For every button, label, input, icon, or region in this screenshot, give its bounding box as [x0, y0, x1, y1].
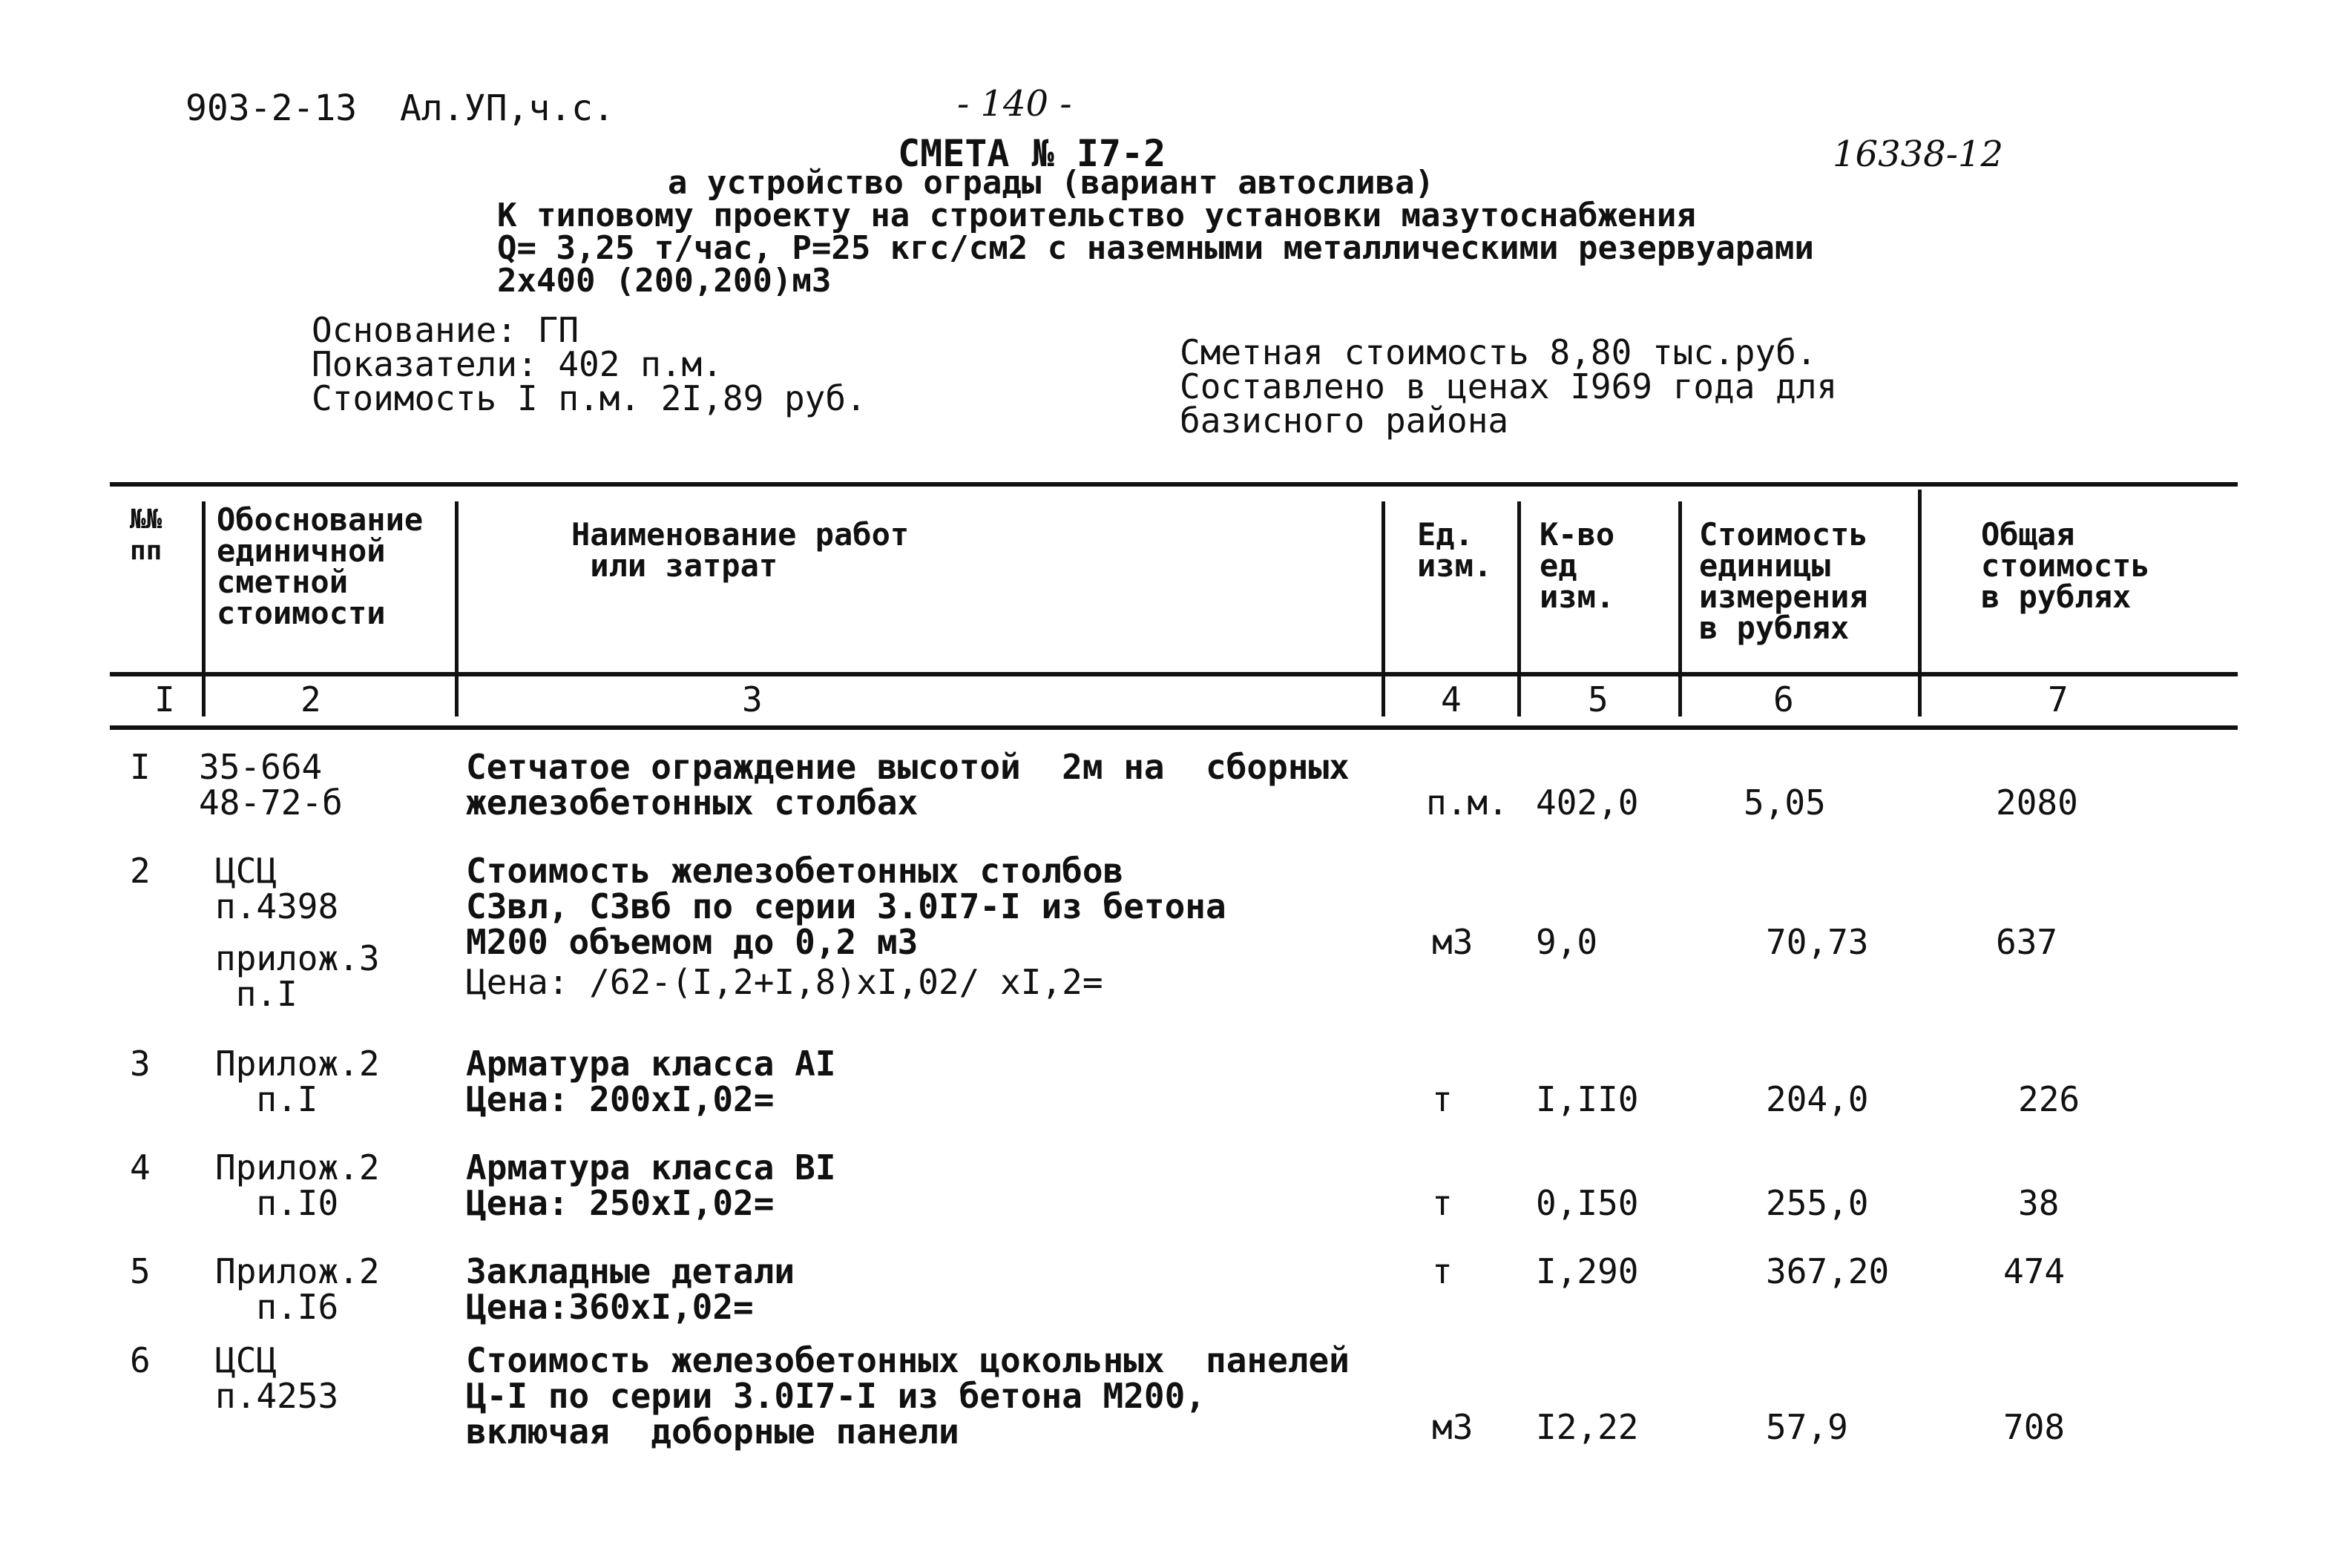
row-4-basis: Прилож.2 п.I0	[215, 1147, 380, 1223]
row-2-unit: м3	[1432, 922, 1474, 962]
row-3-work: Арматура класса AI Цена: 200xI,02=	[466, 1044, 836, 1119]
column-number-5: 5	[1588, 679, 1609, 719]
row-3-unit: т	[1432, 1079, 1453, 1119]
row-2-quantity: 9,0	[1536, 922, 1598, 962]
column-divider	[455, 501, 459, 717]
row-2-unit-cost: 70,73	[1766, 922, 1869, 962]
row-2-price-formula: Цена: /62-(I,2+I,8)xI,02/ xI,2=	[466, 962, 1103, 1002]
row-2-total: 637	[1996, 922, 2058, 962]
header-quantity: К-во ед изм.	[1540, 516, 1615, 615]
row-1-number: I	[130, 747, 151, 787]
row-5-unit-cost: 367,20	[1766, 1251, 1890, 1291]
row-1-unit-cost: 5,05	[1744, 783, 1826, 823]
row-3-quantity: I,II0	[1536, 1079, 1639, 1119]
row-4-number: 4	[130, 1147, 151, 1187]
column-divider	[202, 501, 206, 717]
row-5-work: Закладные детали Цена:360xI,02=	[466, 1251, 795, 1327]
column-divider	[1678, 501, 1682, 717]
row-3-number: 3	[130, 1044, 151, 1084]
column-number-7: 7	[2048, 679, 2069, 719]
estimate-prices-line-1: Составлено в ценах I969 года для	[1180, 366, 1838, 406]
row-1-quantity: 402,0	[1536, 783, 1639, 823]
table-top-rule	[110, 482, 2238, 487]
row-6-work: Стоимость железобетонных цокольных панелей Ц-I по серии 3.0I7-I из бетона М200, включая доборные панели	[466, 1340, 1350, 1452]
row-5-number: 5	[130, 1251, 151, 1291]
row-4-total: 38	[2018, 1183, 2060, 1223]
row-6-basis: ЦСЦ п.4253	[215, 1340, 339, 1416]
row-4-unit: т	[1432, 1183, 1453, 1223]
header-unit-cost: Стоимость единицы измерения в рублях	[1699, 516, 1868, 646]
row-3-unit-cost: 204,0	[1766, 1079, 1869, 1119]
column-divider	[1382, 501, 1385, 717]
row-2-basis-appendix: прилож.3 п.I	[215, 938, 380, 1014]
row-5-quantity: I,290	[1536, 1251, 1639, 1291]
basis-osnovanie: Основание: ГП	[312, 310, 579, 350]
column-number-4: 4	[1441, 679, 1462, 719]
row-1-basis: 35-664 48-72-б	[199, 747, 343, 823]
row-2-work: Стоимость железобетонных столбов С3вл, С3вб по серии 3.0I7-I из бетона М200 объемом до 0,2 м3	[466, 851, 1226, 962]
estimate-cost: Сметная стоимость 8,80 тыс.руб.	[1180, 332, 1817, 372]
column-number-6: 6	[1773, 679, 1794, 719]
header-number: №№ пп	[130, 504, 162, 566]
basis-cost-per-meter: Стоимость I п.м. 2I,89 руб.	[312, 378, 867, 418]
row-3-total: 226	[2018, 1079, 2080, 1119]
row-5-unit: т	[1432, 1251, 1453, 1291]
subtitle-line-2: К типовому проекту на строительство установки мазутоснабжения	[497, 197, 1696, 234]
estimate-title: СМЕТА № I7-2	[898, 132, 1166, 175]
row-4-quantity: 0,I50	[1536, 1183, 1639, 1223]
column-divider	[1918, 490, 1922, 717]
row-6-number: 6	[130, 1340, 151, 1380]
row-5-basis: Прилож.2 п.I6	[215, 1251, 380, 1327]
subtitle-line-4: 2x400 (200,200)м3	[497, 262, 832, 300]
row-6-unit: м3	[1432, 1407, 1474, 1447]
header-total-cost: Общая стоимость в рублях	[1981, 516, 2150, 615]
row-5-total: 474	[2003, 1251, 2066, 1291]
header-work-name: Наименование работ или затрат	[571, 516, 910, 584]
column-divider	[1517, 501, 1521, 717]
registration-number: 16338-12	[1833, 134, 2003, 175]
row-1-work: Сетчатое ограждение высотой 2м на сборных железобетонных столбах	[466, 747, 1350, 823]
row-6-quantity: I2,22	[1536, 1407, 1639, 1447]
column-number-1: I	[154, 679, 175, 719]
basis-pokazateli: Показатели: 402 п.м.	[312, 344, 723, 384]
column-number-2: 2	[300, 679, 321, 719]
row-2-basis: ЦСЦ п.4398	[215, 851, 339, 926]
row-6-total: 708	[2003, 1407, 2066, 1447]
row-6-unit-cost: 57,9	[1766, 1407, 1848, 1447]
subtitle-line-1: а устройство ограды (вариант автослива)	[668, 164, 1435, 202]
subtitle-line-3: Q= 3,25 т/час, P=25 кгс/см2 с наземными металлическими резервуарами	[497, 229, 1814, 267]
row-4-unit-cost: 255,0	[1766, 1183, 1869, 1223]
row-3-basis: Прилож.2 п.I	[215, 1044, 380, 1119]
row-2-number: 2	[130, 851, 151, 891]
column-number-3: 3	[742, 679, 763, 719]
row-1-unit: п.м.	[1426, 783, 1508, 823]
estimate-prices-line-2: базисного района	[1180, 401, 1509, 441]
header-basis: Обоснование единичной сметной стоимости	[217, 501, 424, 631]
row-4-work: Арматура класса BI Цена: 250xI,02=	[466, 1147, 836, 1223]
document-code: 903-2-13 Ал.УП,ч.с.	[185, 88, 614, 129]
page-number: - 140 -	[957, 83, 1072, 125]
header-unit: Ед. изм.	[1417, 516, 1493, 584]
row-1-total: 2080	[1996, 783, 2078, 823]
table-colnum-rule	[110, 725, 2238, 730]
